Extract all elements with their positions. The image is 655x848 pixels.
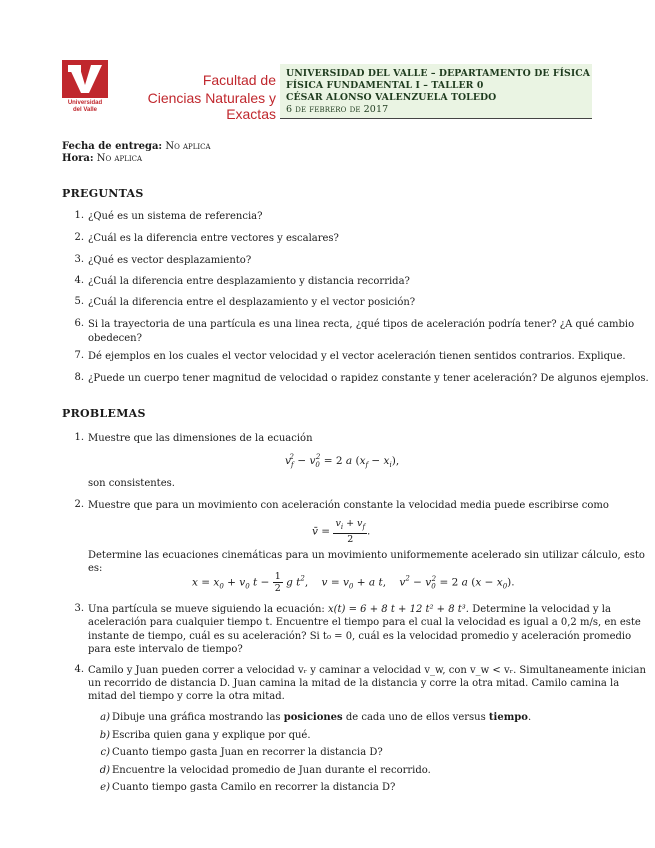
subitem-c-text: Cuanto tiempo gasta Juan en recorrer la distancia D? (112, 747, 383, 758)
equation-p2-mean-velocity: v̄ = $\frac{v_i + v_f}{2}$ . (312, 518, 371, 545)
problem-4-line2: un recorrido de distancia D. Juan camina la mitad de la distancia y corre la otra mitad. Camilo camina la (88, 678, 620, 689)
question-number: 7. (74, 350, 84, 361)
subitem-b-text: Escriba quien gana y explique por qué. (112, 730, 311, 741)
logo-caption: Universidad del Valle (67, 100, 103, 113)
question-number: 1. (74, 210, 84, 221)
question-text: Dé ejemplos en los cuales el vector velocidad y el vector aceleración tienen sentidos contrarios. Explique. (88, 351, 626, 362)
question-text: ¿Cuál la diferencia entre desplazamiento y distancia recorrida? (88, 276, 410, 287)
subitem-d-label: d) (99, 765, 110, 776)
header-rule (280, 118, 592, 119)
equation-p2-kinematics: $x = x_0 + v_0$ t − $\frac{1}{2}$ g $t^2$, $v = v_0 + a$ t, $v^2 - v_0^2 = 2$ a $(x - x_0)$. (192, 571, 515, 594)
question-text: Si la trayectoria de una partícula es una linea recta, ¿qué tipos de aceleración podría tener? ¿A qué cambio (88, 319, 635, 330)
header-professor: CÉSAR ALONSO VALENZUELA TOLEDO (286, 92, 497, 103)
header-university: UNIVERSIDAD DEL VALLE – DEPARTAMENTO DE FÍSICA (286, 68, 591, 79)
question-text: ¿Cuál es la diferencia entre vectores y escalares? (88, 233, 339, 244)
subitem-e-label: e) (100, 782, 110, 793)
problem-3-line1: Una partícula se mueve siguiendo la ecuación: x(t) = 6 + 8 t + 12 t² + 8 t³. Determine la velocidad y la (88, 604, 611, 615)
question-text: ¿Qué es un sistema de referencia? (88, 211, 263, 222)
question-number: 4. (74, 275, 84, 286)
question-number: 6. (74, 318, 84, 329)
problem-4-line3: mitad del tiempo y corre la otra mitad. (88, 691, 285, 702)
problem-3-line2: aceleración para cualquier tiempo t. Encuentre el tiempo para el cual la velocidad es igual a 0,2 m/s, en este (88, 617, 641, 628)
problem-3-line3: instante de tiempo, cuál es su aceleración? Si t₀ = 0, cuál es la velocidad promedio y aceleración promedio (88, 631, 632, 642)
problem-2-text: Muestre que para un movimiento con aceleración constante la velocidad media puede escribirse como (88, 500, 609, 511)
problem-number: 2. (74, 499, 84, 510)
header-course: FÍSICA FUNDAMENTAL I – TALLER 0 (286, 80, 484, 91)
question-text: ¿Qué es vector desplazamiento? (88, 255, 252, 266)
section-title-preguntas: PREGUNTAS (62, 187, 144, 200)
subitem-d-text: Encuentre la velocidad promedio de Juan durante el recorrido. (112, 765, 431, 776)
faculty-line2: Ciencias Naturales y Exactas (147, 90, 276, 122)
problem-1-after: son consistentes. (88, 478, 175, 489)
header-date: 6 de febrero de 2017 (286, 104, 389, 115)
subitem-b-label: b) (99, 730, 110, 741)
question-number: 3. (74, 254, 84, 265)
university-logo (62, 60, 108, 118)
question-text: ¿Puede un cuerpo tener magnitud de velocidad o rapidez constante y tener aceleración? De algunos ejemplos. (88, 373, 649, 384)
due-time: Hora: No aplica (62, 153, 143, 164)
problem-3-line4: para este intervalo de tiempo? (88, 644, 243, 655)
subitem-e-text: Cuanto tiempo gasta Camilo en recorrer la distancia D? (112, 782, 396, 793)
question-text: obedecen? (88, 332, 142, 344)
problem-number: 3. (74, 603, 84, 614)
question-text: ¿Cuál la diferencia entre el desplazamiento y el vector posición? (88, 297, 416, 308)
due-date: Fecha de entrega: No aplica (62, 141, 211, 152)
problem-2-after-1: Determine las ecuaciones cinemáticas para un movimiento uniformemente acelerado sin utilizar cálculo, esto (88, 550, 645, 561)
problem-number: 4. (74, 664, 84, 675)
question-number: 2. (74, 232, 84, 243)
section-title-problemas: PROBLEMAS (62, 407, 146, 420)
problem-1-text: Muestre que las dimensiones de la ecuación (88, 433, 313, 444)
question-number: 5. (74, 296, 84, 307)
equation-p1: $v_f^2 - v_0^2 = 2$ a $(x_f - x_i)$, (285, 453, 400, 469)
problem-2-after-2: es: (88, 563, 103, 574)
faculty-line1: Facultad de (202, 72, 276, 88)
problem-4-line1: Camilo y Juan pueden correr a velocidad vᵣ y caminar a velocidad v_w, con v_w < vᵣ. Simultaneamente inician (88, 665, 646, 676)
subitem-c-label: c) (100, 747, 110, 758)
question-number: 8. (74, 372, 84, 383)
problem-number: 1. (74, 432, 84, 443)
